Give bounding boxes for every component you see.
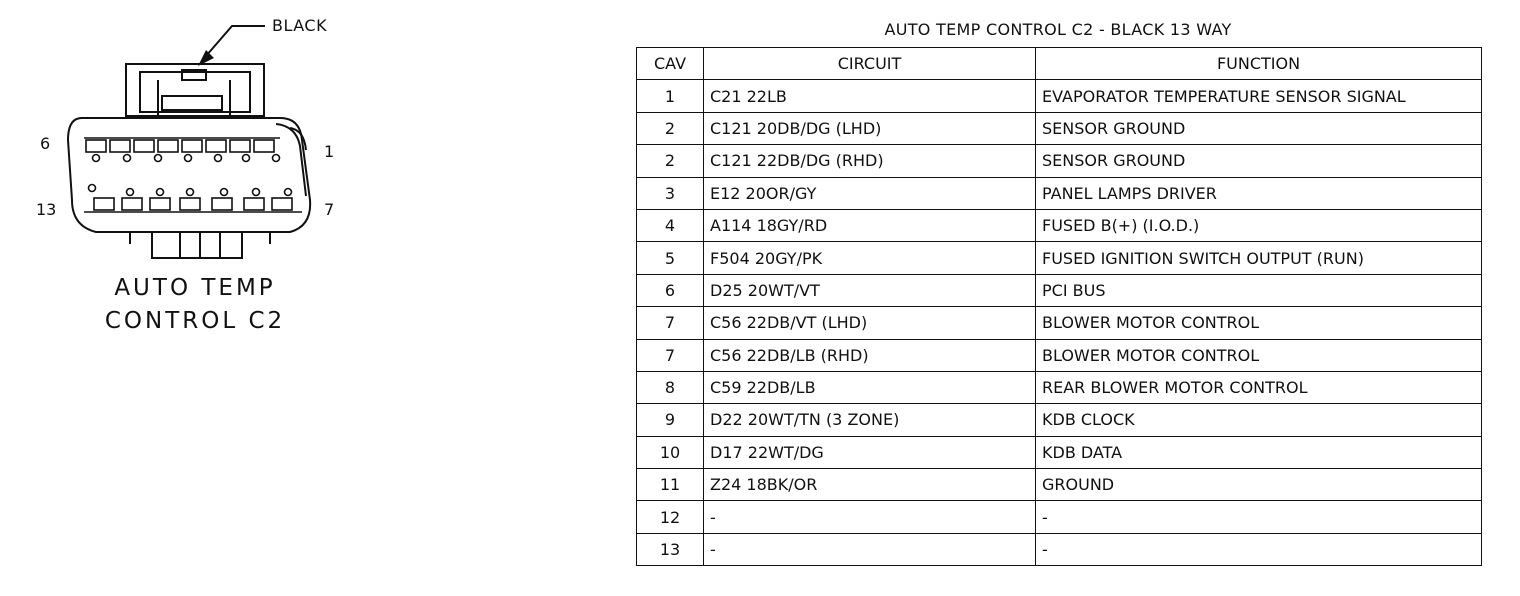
table-row bbox=[637, 80, 1482, 112]
table-row bbox=[637, 274, 1482, 306]
circuit-cell: A114 18GY/RD bbox=[704, 209, 1036, 241]
function-cell: FUSED B(+) (I.O.D.) bbox=[1036, 209, 1482, 241]
cav-cell: 5 bbox=[637, 242, 704, 274]
table-row bbox=[637, 112, 1482, 144]
cav-cell: 9 bbox=[637, 404, 704, 436]
cav-cell: 3 bbox=[637, 177, 704, 209]
circuit-cell: D22 20WT/TN (3 ZONE) bbox=[704, 404, 1036, 436]
circuit-cell: D17 22WT/DG bbox=[704, 436, 1036, 468]
pin-label-1: 1 bbox=[324, 142, 335, 161]
circuit-cell: - bbox=[704, 501, 1036, 533]
table-row bbox=[637, 436, 1482, 468]
cav-cell: 8 bbox=[637, 371, 704, 403]
function-cell: PANEL LAMPS DRIVER bbox=[1036, 177, 1482, 209]
cav-cell: 10 bbox=[637, 436, 704, 468]
header-cav: CAV bbox=[637, 48, 704, 80]
table-row bbox=[637, 501, 1482, 533]
connector-caption-line1: AUTO TEMP bbox=[114, 275, 276, 301]
function-cell: - bbox=[1036, 533, 1482, 565]
cav-cell: 7 bbox=[637, 339, 704, 371]
circuit-cell: C121 22DB/DG (RHD) bbox=[704, 145, 1036, 177]
table-row bbox=[637, 339, 1482, 371]
circuit-cell: E12 20OR/GY bbox=[704, 177, 1036, 209]
cav-cell: 12 bbox=[637, 501, 704, 533]
cav-cell: 4 bbox=[637, 209, 704, 241]
function-cell: REAR BLOWER MOTOR CONTROL bbox=[1036, 371, 1482, 403]
table-row bbox=[637, 307, 1482, 339]
cav-cell: 7 bbox=[637, 307, 704, 339]
connector-caption-line2: CONTROL C2 bbox=[104, 308, 286, 334]
function-cell: GROUND bbox=[1036, 469, 1482, 501]
function-cell: KDB DATA bbox=[1036, 436, 1482, 468]
connector-diagram bbox=[0, 0, 560, 596]
cav-cell: 2 bbox=[637, 112, 704, 144]
circuit-cell: F504 20GY/PK bbox=[704, 242, 1036, 274]
function-cell: KDB CLOCK bbox=[1036, 404, 1482, 436]
circuit-cell: Z24 18BK/OR bbox=[704, 469, 1036, 501]
function-cell: EVAPORATOR TEMPERATURE SENSOR SIGNAL bbox=[1036, 80, 1482, 112]
table-row bbox=[637, 533, 1482, 565]
table-row bbox=[637, 371, 1482, 403]
circuit-cell: D25 20WT/VT bbox=[704, 274, 1036, 306]
cav-cell: 11 bbox=[637, 469, 704, 501]
header-circuit: CIRCUIT bbox=[704, 48, 1036, 80]
circuit-cell: - bbox=[704, 533, 1036, 565]
pin-label-7: 7 bbox=[324, 200, 335, 219]
function-cell: PCI BUS bbox=[1036, 274, 1482, 306]
circuit-cell: C21 22LB bbox=[704, 80, 1036, 112]
table-row bbox=[637, 145, 1482, 177]
table-header-row bbox=[637, 48, 1482, 80]
circuit-cell: C59 22DB/LB bbox=[704, 371, 1036, 403]
cav-cell: 6 bbox=[637, 274, 704, 306]
cav-cell: 13 bbox=[637, 533, 704, 565]
function-cell: SENSOR GROUND bbox=[1036, 112, 1482, 144]
table-row bbox=[637, 242, 1482, 274]
function-cell: - bbox=[1036, 501, 1482, 533]
circuit-cell: C121 20DB/DG (LHD) bbox=[704, 112, 1036, 144]
circuit-cell: C56 22DB/VT (LHD) bbox=[704, 307, 1036, 339]
cav-cell: 2 bbox=[637, 145, 704, 177]
pinout-table bbox=[636, 47, 1482, 566]
function-cell: BLOWER MOTOR CONTROL bbox=[1036, 307, 1482, 339]
pin-label-6: 6 bbox=[40, 134, 51, 153]
header-function: FUNCTION bbox=[1036, 48, 1482, 80]
circuit-cell: C56 22DB/LB (RHD) bbox=[704, 339, 1036, 371]
function-cell: BLOWER MOTOR CONTROL bbox=[1036, 339, 1482, 371]
function-cell: SENSOR GROUND bbox=[1036, 145, 1482, 177]
table-row bbox=[637, 177, 1482, 209]
cav-cell: 1 bbox=[637, 80, 704, 112]
function-cell: FUSED IGNITION SWITCH OUTPUT (RUN) bbox=[1036, 242, 1482, 274]
table-row bbox=[637, 209, 1482, 241]
table-title: AUTO TEMP CONTROL C2 - BLACK 13 WAY bbox=[884, 20, 1232, 39]
table-row bbox=[637, 469, 1482, 501]
pin-label-13: 13 bbox=[36, 200, 57, 219]
color-callout-label: BLACK bbox=[272, 16, 328, 35]
table-row bbox=[637, 404, 1482, 436]
